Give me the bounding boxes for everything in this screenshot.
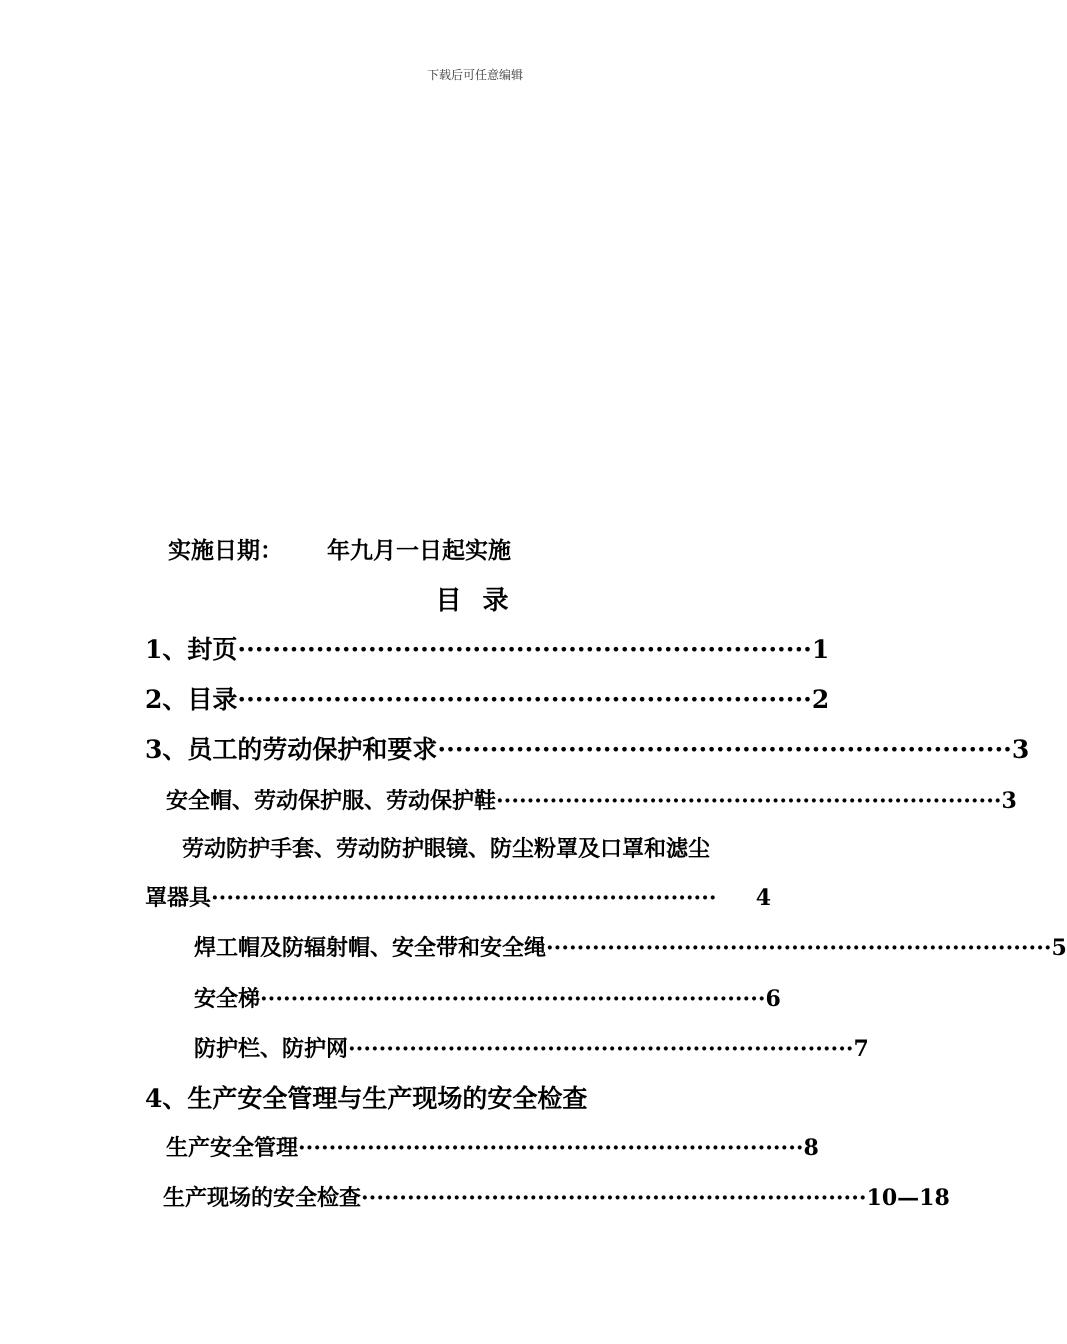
toc-entry-label: 2、目录 (145, 685, 238, 714)
implementation-label: 实施日期： (168, 537, 283, 564)
toc-leader-dots: ·································································· (211, 885, 717, 911)
toc-leader-dots: ·································································· (546, 935, 1052, 961)
toc-entry (194, 1032, 869, 1063)
toc-entry-label: 生产安全管理 (166, 1135, 299, 1161)
header-note: 下载后可任意编辑 (426, 68, 523, 82)
toc-entry-label: 防护栏、防护网 (194, 1036, 349, 1062)
toc-entry-page: 6 (765, 986, 781, 1012)
toc-entry (166, 1131, 819, 1162)
implementation-date (168, 532, 511, 565)
toc-entry (163, 1181, 950, 1212)
toc-entry-label: 1、封页 (145, 635, 238, 664)
toc-leader-dots: ·································································· (298, 1135, 804, 1161)
toc-entry (166, 784, 1017, 815)
toc-entry-label: 罩器具 (145, 885, 212, 911)
toc-entry (145, 730, 1030, 766)
toc-entry-page: 8 (803, 1135, 819, 1161)
toc-leader-dots: ·································································· (237, 635, 812, 664)
toc-entry-page: 2 (811, 685, 830, 714)
toc-entry-label-line1: 劳动防护手套、劳动防护眼镜、防尘粉罩及口罩和滤尘 (182, 836, 711, 862)
toc-leader-dots: ·································································· (237, 685, 812, 714)
toc-leader-dots: ·································································· (361, 1185, 867, 1211)
toc-entry (194, 931, 1067, 962)
toc-entry-page: 4 (755, 885, 771, 911)
toc-entry-page: 7 (853, 1036, 869, 1062)
toc-entry-label: 安全帽、劳动保护服、劳动保护鞋 (166, 788, 497, 814)
toc-entry-label: 3、员工的劳动保护和要求 (145, 735, 438, 764)
toc-entry-page: 10—18 (866, 1185, 950, 1211)
implementation-value: 年九月一日起实施 (327, 537, 511, 564)
toc-entry-label: 生产现场的安全检查 (163, 1185, 362, 1211)
toc-leader-dots: ·································································· (437, 735, 1012, 764)
toc-entry (145, 630, 830, 666)
toc-entry-page: 3 (1001, 788, 1017, 814)
toc-entry-page: 5 (1051, 935, 1067, 961)
toc-entry-label: 安全梯 (194, 986, 261, 1012)
toc-entry-label: 焊工帽及防辐射帽、安全带和安全绳 (194, 935, 547, 961)
toc-leader-dots: ·································································· (348, 1036, 854, 1062)
toc-entry (145, 881, 771, 912)
toc-title: 目 录 (435, 586, 515, 616)
toc-entry (194, 982, 781, 1013)
toc-leader-dots: ·································································· (260, 986, 766, 1012)
toc-entry-label: 4、生产安全管理与生产现场的安全检查 (145, 1084, 588, 1113)
toc-entry-page: 3 (1011, 735, 1030, 764)
toc-entry-page: 1 (811, 635, 830, 664)
toc-leader-dots: ·································································· (496, 788, 1002, 814)
toc-entry (145, 680, 830, 716)
